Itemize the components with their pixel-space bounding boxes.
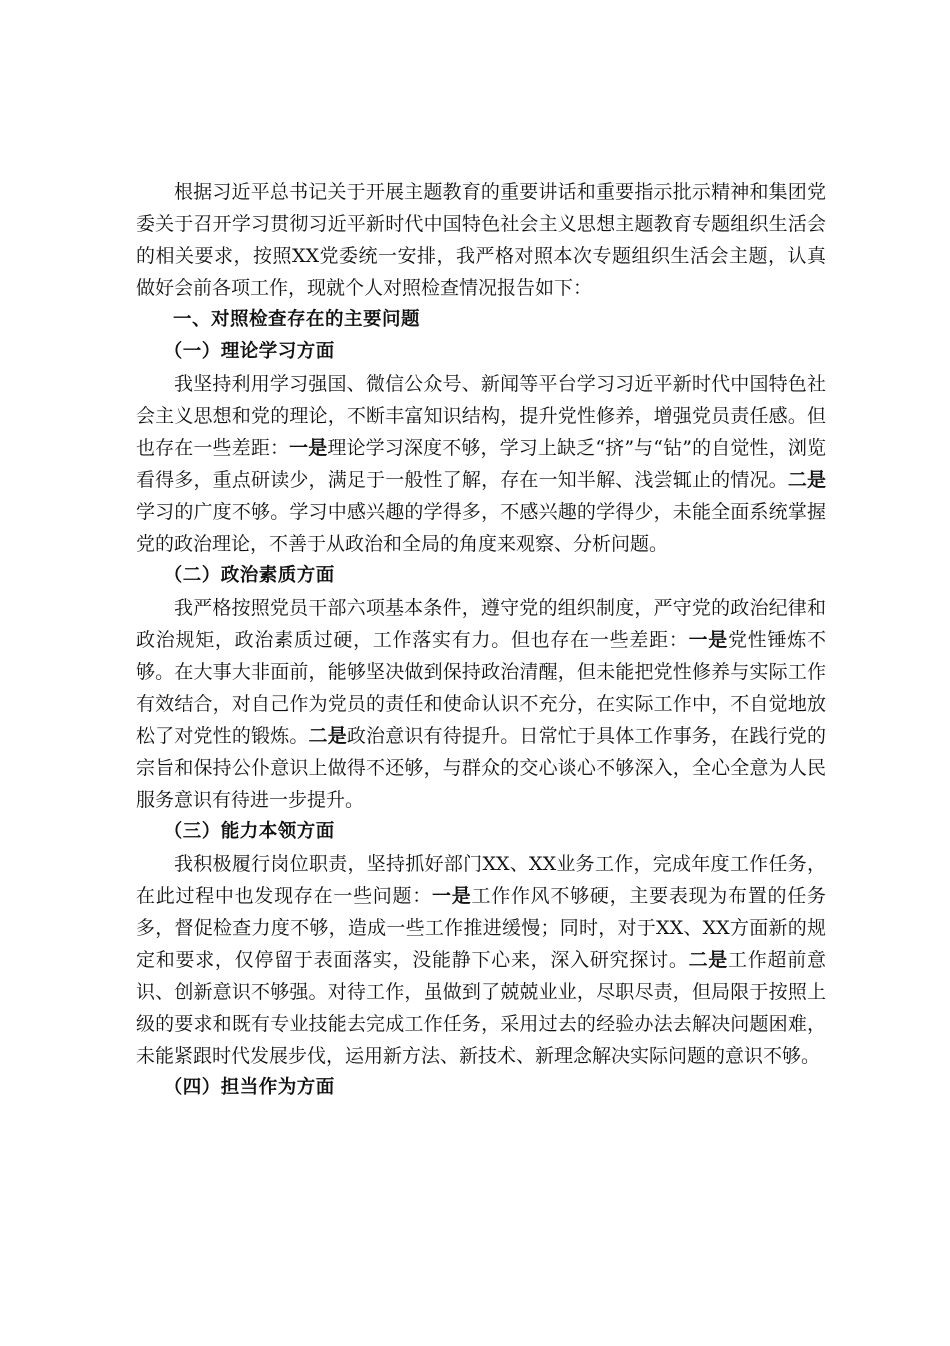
theory-paragraph	[136, 368, 826, 560]
subsection-heading-political: （二）政治素质方面	[163, 565, 335, 586]
intro-paragraph: 根据习近平总书记关于开展主题教育的重要讲话和重要指示批示精神和集团党委关于召开学习贯彻习近平新时代中国特色社会主义思想主题教育专题组织生活会的相关要求，按照XX党委统一安排，我严格对照本次专题组织生活会主题，认真做好会前各项工作，现就个人对照检查情况报告如下：	[136, 181, 826, 299]
theory-text-3: 学习的广度不够。学习中感兴趣的学得多，不感兴趣的学得少，未能全面系统掌握党的政治理论，不善于从政治和全局的角度来观察、分析问题。	[136, 501, 826, 555]
subsection-heading-ability: （三）能力本领方面	[163, 821, 335, 842]
ability-paragraph	[136, 848, 826, 1072]
political-keyword-2: 二是	[308, 725, 347, 747]
subsection-heading-responsibility: （四）担当作为方面	[163, 1077, 335, 1098]
political-text-1: 我严格按照党员干部六项基本条件，遵守党的组织制度，严守党的政治纪律和政治规矩，政治素质过硬，工作落实有力。但也存在一些差距：	[136, 597, 826, 651]
ability-keyword-2: 二是	[688, 949, 729, 971]
ability-text-2: 工作作风不够硬，主要表现为布置的任务多，督促检查力度不够，造成一些工作推进缓慢；同时，对于XX、XX方面新的规定和要求，仅停留于表面落实，没能静下心来，深入研究探讨。	[136, 885, 826, 971]
section-heading-main-problems: 一、对照检查存在的主要问题	[173, 309, 421, 330]
political-text-2: 党性锤炼不够。在大事大非面前，能够坚决做到保持政治清醒，但未能把党性修养与实际工作有效结合，对自己作为党员的责任和使命认识不充分，在实际工作中，不自觉地放松了对党性的锻炼。	[136, 629, 826, 747]
theory-text-1: 我坚持利用学习强国、微信公众号、新闻等平台学习习近平新时代中国特色社会主义思想和党的理论，不断丰富知识结构，提升党性修养，增强党员责任感。但也存在一些差距：	[136, 373, 826, 459]
political-text-3: 政治意识有待提升。日常忙于具体工作事务，在践行党的宗旨和保持公仆意识上做得不还够，与群众的交心谈心不够深入，全心全意为人民服务意识有待进一步提升。	[136, 725, 826, 811]
theory-keyword-2: 二是	[787, 469, 826, 491]
theory-text-2: 理论学习深度不够，学习上缺乏“挤”与“钻”的自觉性，浏览看得多，重点研读少，满足于一般性了解，存在一知半解、浅尝辄止的情况。	[136, 437, 826, 491]
political-paragraph	[136, 592, 826, 816]
ability-text-3: 工作超前意识、创新意识不够强。对待工作，虽做到了兢兢业业，尽职尽责，但局限于按照上级的要求和既有专业技能去完成工作任务，采用过去的经验办法去解决问题困难，未能紧跟时代发展步伐，运用新方法、新技术、新理念解决实际问题的意识不够。	[136, 949, 826, 1067]
political-keyword-1: 一是	[688, 629, 729, 651]
subsection-heading-theory: （一）理论学习方面	[163, 341, 335, 362]
theory-keyword-1: 一是	[289, 437, 328, 459]
ability-text-1: 我积极履行岗位职责，坚持抓好部门XX、XX业务工作，完成年度工作任务，在此过程中也发现存在一些问题：	[136, 853, 826, 907]
document-page	[136, 176, 826, 1104]
ability-keyword-1: 一是	[432, 885, 472, 907]
